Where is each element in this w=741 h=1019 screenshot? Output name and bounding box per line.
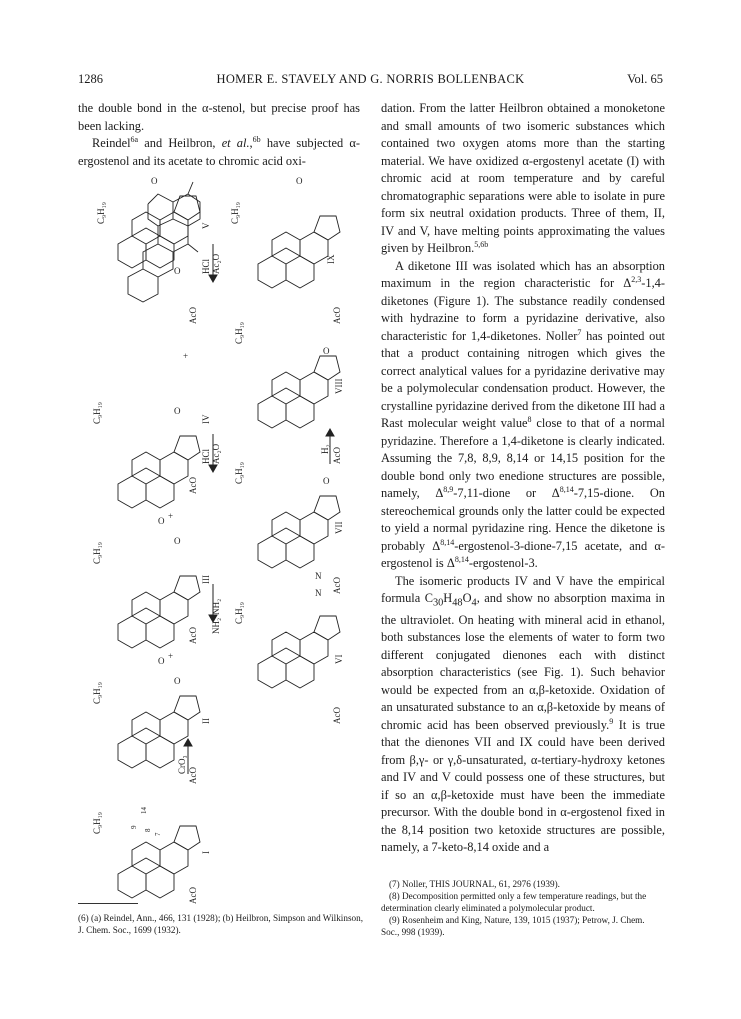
label-c9h19: C₉H₁₉ bbox=[234, 322, 244, 344]
volume-label: Vol. 65 bbox=[627, 72, 663, 86]
right-paragraph-2 bbox=[381, 258, 665, 573]
label-o: O bbox=[323, 476, 330, 486]
right-paragraph-3 bbox=[381, 573, 665, 857]
superscript: 2,3 bbox=[631, 274, 642, 284]
label-aco: AcO bbox=[188, 477, 198, 494]
footnote-6 bbox=[78, 912, 363, 936]
footnote-text: (6) (a) Reindel, Ann., 466, 131 (1928); (b) Heilbron, Simpson and Wilkinson, J. Chem. Soc., 1699 (1932). bbox=[78, 913, 364, 935]
label-aco: AcO bbox=[332, 447, 342, 464]
atom-position: 14 bbox=[140, 807, 148, 814]
label-n: N bbox=[315, 571, 322, 581]
structure-viii bbox=[258, 356, 340, 428]
subscript: 48 bbox=[452, 597, 463, 609]
compound-number: I bbox=[201, 851, 211, 854]
reagent-label: Ac₂O bbox=[211, 253, 221, 274]
structure-ix bbox=[258, 216, 340, 288]
page-number: 1286 bbox=[78, 72, 103, 86]
label-n: N bbox=[315, 588, 322, 598]
label-o: O bbox=[158, 656, 165, 666]
reaction-scheme-figure bbox=[78, 164, 368, 904]
label-aco: AcO bbox=[332, 577, 342, 594]
structure-vii bbox=[258, 496, 340, 568]
left-column-text bbox=[78, 100, 360, 170]
superscript: 5,6b bbox=[474, 239, 489, 249]
reagent-label: Ac₂O bbox=[211, 443, 221, 464]
reagent-label: V bbox=[201, 222, 211, 229]
text-run: has pointed out that a product containing nitrogen which gives the correct analytical values for a pyridazine derivative may be a polymolecular condensation product. However, the crystalline pyridazine derived from the diketone III had a Rast molecular weight value bbox=[381, 328, 665, 430]
footnotes-right bbox=[381, 878, 665, 938]
compound-number: VI bbox=[334, 654, 344, 664]
right-column-text bbox=[381, 100, 665, 857]
footnote-9: (9) Rosenheim and King, Nature, 139, 1015 (1937); Petrow, J. Chem. Soc., 998 (1939). bbox=[381, 915, 645, 937]
atom-position: 9 bbox=[130, 825, 138, 829]
plus-sign: + bbox=[168, 511, 174, 521]
label-aco: AcO bbox=[332, 707, 342, 724]
superscript: 6a bbox=[130, 134, 139, 144]
subscript: 4 bbox=[471, 597, 477, 609]
text-run: have subjected α-ergostenol and its acetate to chromic acid oxi- bbox=[78, 136, 360, 168]
label-o: O bbox=[158, 516, 165, 526]
text-run: , bbox=[249, 136, 253, 150]
reagent-label: IV bbox=[201, 414, 211, 424]
superscript: 8,14 bbox=[559, 484, 574, 494]
superscript: 6b bbox=[252, 134, 261, 144]
label-c9h19: C₉H₁₉ bbox=[92, 812, 102, 834]
label-o: O bbox=[174, 676, 181, 686]
text-run: -7,11-dione or Δ bbox=[453, 486, 560, 500]
text-run: close to that of a normal pyridazine. Therefore a 1,4-diketone is clearly indicated. Assuming the 7,8, 8,9, 8,14 or 14,15 position for the double bond only two enedione structures are possible, namely, Δ bbox=[381, 416, 665, 500]
compound-number: VIII bbox=[334, 378, 344, 394]
compound-number: VII bbox=[334, 521, 344, 534]
text-run: -1,4-diketones (Figure 1). The substance readily condensed with hydrazine to form a pyridazine derivative, also characteristic for 1,4-diketones. Noller bbox=[381, 276, 665, 343]
text-run: H bbox=[443, 591, 453, 605]
label-c9h19: C₉H₁₉ bbox=[92, 682, 102, 704]
structure-v-reactant bbox=[118, 196, 200, 268]
text-run: It is true that the dienones VII and IX could have been derived from β,γ- or γ,δ-unsaturated, α-tertiary-hydroxy ketones and IV and V could possess one of these structures, but if so an α,β-ketoxide must have been the immediate precursor. With the double bond in α-ergostenol fixed in the 8,14 position two ketoxide structures are possible, namely, a 7-keto-8,14 oxide and a bbox=[381, 717, 665, 855]
label-o: O bbox=[296, 176, 303, 186]
compound-number: IX bbox=[326, 254, 336, 264]
structure-top-left bbox=[128, 182, 200, 302]
footnote-rule bbox=[78, 903, 138, 904]
running-header bbox=[78, 72, 663, 90]
superscript: 9 bbox=[609, 716, 614, 726]
label-c9h19: C₉H₁₉ bbox=[234, 462, 244, 484]
plus-sign: + bbox=[168, 651, 174, 661]
reagent-label: NH₂·NH₂ bbox=[211, 598, 221, 634]
text-run: , and show no absorption maxima in the ultraviolet. On heating with mineral acid in ethanol, both substances lose the elements of water to form two different conjugated dienones each with distinct absorption characteristics (see Fig. 1). Such behavior would be expected from an α,β-ketoxide. Oxidation of an unsaturated substance to an α,β-ketoxide by means of chromic acid has been observed previously. bbox=[381, 591, 665, 732]
text-run: Reindel bbox=[92, 136, 131, 150]
label-aco: AcO bbox=[188, 887, 198, 904]
subscript: 30 bbox=[432, 597, 444, 609]
label-o: O bbox=[174, 266, 181, 276]
label-o: O bbox=[174, 406, 181, 416]
left-paragraph-1: the double bond in the α-stenol, but precise proof has been lacking. bbox=[78, 101, 360, 133]
label-aco: AcO bbox=[188, 307, 198, 324]
atom-position: 8 bbox=[144, 828, 152, 832]
text-run: O bbox=[462, 591, 472, 605]
label-aco: AcO bbox=[188, 767, 198, 784]
superscript: 7 bbox=[577, 327, 582, 337]
label-c9h19: C₉H₁₉ bbox=[92, 542, 102, 564]
right-paragraph-1 bbox=[381, 100, 665, 258]
text-run: and Heilbron, bbox=[138, 136, 222, 150]
reagent-label: HCl bbox=[201, 448, 211, 464]
structure-vi bbox=[258, 616, 340, 688]
reagent-label: HCl bbox=[201, 258, 211, 274]
italic-run: et al. bbox=[221, 136, 250, 150]
reagent-label: III bbox=[201, 575, 211, 584]
running-authors: HOMER E. STAVELY AND G. NORRIS BOLLENBACK bbox=[216, 72, 525, 86]
label-c9h19: C₉H₁₉ bbox=[96, 202, 106, 224]
text-run: dation. From the latter Heilbron obtained a monoketone and small amounts of two isomeric substances which contained two oxygen atoms more than the starting material. We have oxidized α-ergostenyl acetate (I) with chromic acid at room temperature and by careful chromatographic separations were able to isolate in pure form six neutral oxidation products. Three of them, II, IV and V, have melting points approximating the values given by Heilbron. bbox=[381, 101, 665, 255]
footnote-8: (8) Decomposition permitted only a few temperature readings, but the determination clearly eliminated a polymolecular product. bbox=[381, 891, 647, 913]
label-c9h19: C₉H₁₉ bbox=[230, 202, 240, 224]
label-c9h19: C₉H₁₉ bbox=[234, 602, 244, 624]
text-run: -ergostenol-3-dione-7,15 acetate, and α-ergostenol is Δ bbox=[381, 538, 665, 570]
text-run: -7,15-dione. On stereochemical grounds only the latter could be expected to yield a normal pyridazine ring. Hence the diketone is probably Δ bbox=[381, 486, 665, 553]
structure-iv-reactant bbox=[118, 436, 200, 508]
text-run: A diketone III was isolated which has an absorption maximum in the region characteristic for Δ bbox=[381, 258, 665, 290]
label-o: O bbox=[174, 536, 181, 546]
label-aco: AcO bbox=[332, 307, 342, 324]
text-run: The isomeric products IV and V have the empirical formula C bbox=[381, 573, 665, 605]
label-c9h19: C₉H₁₉ bbox=[92, 402, 102, 424]
text-run: -ergostenol-3. bbox=[468, 556, 538, 570]
label-o: O bbox=[151, 176, 158, 186]
reagent-label: CrO₃ bbox=[177, 755, 187, 774]
reagent-label: H₂ bbox=[320, 444, 330, 454]
atom-position: 7 bbox=[154, 832, 162, 836]
compound-number: II bbox=[201, 718, 211, 724]
superscript: 8,9 bbox=[443, 484, 454, 494]
superscript: 8 bbox=[527, 414, 532, 424]
label-o: O bbox=[323, 346, 330, 356]
footnote-7: (7) Noller, THIS JOURNAL, 61, 2976 (1939). bbox=[389, 879, 560, 889]
superscript: 8,14 bbox=[440, 537, 455, 547]
superscript: 8,14 bbox=[454, 554, 469, 564]
label-aco: AcO bbox=[188, 627, 198, 644]
plus-sign: + bbox=[183, 351, 189, 361]
